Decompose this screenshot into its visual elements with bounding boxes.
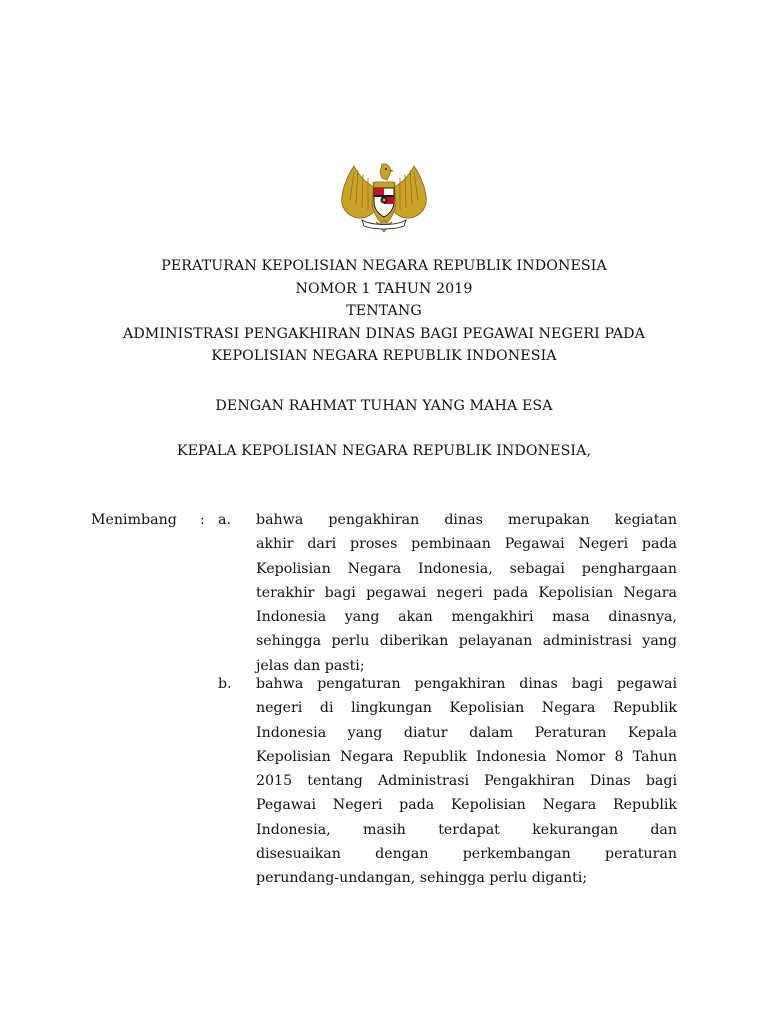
title-line: ADMINISTRASI PENGAKHIRAN DINAS BAGI PEGAWAI NEGERI PADA [122,325,646,342]
title-line: TENTANG [346,303,422,319]
title-line: NOMOR 1 TAHUN 2019 [295,280,473,297]
text-line: disesuaikan dengan perkembangan peraturan [256,846,677,863]
text-line: perundang-undangan, sehingga perlu diganti; [256,870,588,887]
item-text [256,672,677,891]
item-marker: a. [218,512,231,528]
text-line: Kepolisian Negara Republik Indonesia Nomor 8 Tahun [256,748,677,765]
text-line: Indonesia, masih terdapat kekurangan dan [256,821,677,838]
text-line: bahwa pengaturan pengakhiran dinas bagi pegawai [256,676,677,692]
kepala-line: KEPALA KEPOLISIAN NEGARA REPUBLIK INDONESIA, [176,443,592,459]
menimbang-label: Menimbang [91,512,177,528]
garuda-emblem-icon [336,160,432,234]
text-line: akhir dari proses pembinaan Pegawai Negeri pada [256,536,677,553]
text-line: 2015 tentang Administrasi Pengakhiran Dinas bagi [256,773,677,790]
item-marker: b. [218,676,232,692]
text-line: jelas dan pasti; [256,657,365,674]
text-line: Pegawai Negeri pada Kepolisian Negara Republik [256,797,677,814]
title-line: PERATURAN KEPOLISIAN NEGARA REPUBLIK INDONESIA [161,258,607,274]
text-line: Indonesia yang diatur dalam Peraturan Kepala [256,724,677,741]
text-line: negeri di lingkungan Kepolisian Negara Republik [256,700,677,717]
item-text [256,508,677,678]
text-line: Kepolisian Negara Indonesia, sebagai penghargaan [256,560,677,577]
text-line: Indonesia yang akan mengakhiri masa dinasnya, [256,609,677,626]
menimbang-colon: : [200,512,205,528]
document-title [0,255,768,368]
text-line: sehingga perlu diberikan pelayanan administrasi yang [256,633,677,650]
rahmat-line: DENGAN RAHMAT TUHAN YANG MAHA ESA [215,398,553,414]
text-line: terakhir bagi pegawai negeri pada Kepolisian Negara [256,584,677,601]
title-line: KEPOLISIAN NEGARA REPUBLIK INDONESIA [211,348,557,364]
text-line: bahwa pengakhiran dinas merupakan kegiatan [256,512,677,528]
